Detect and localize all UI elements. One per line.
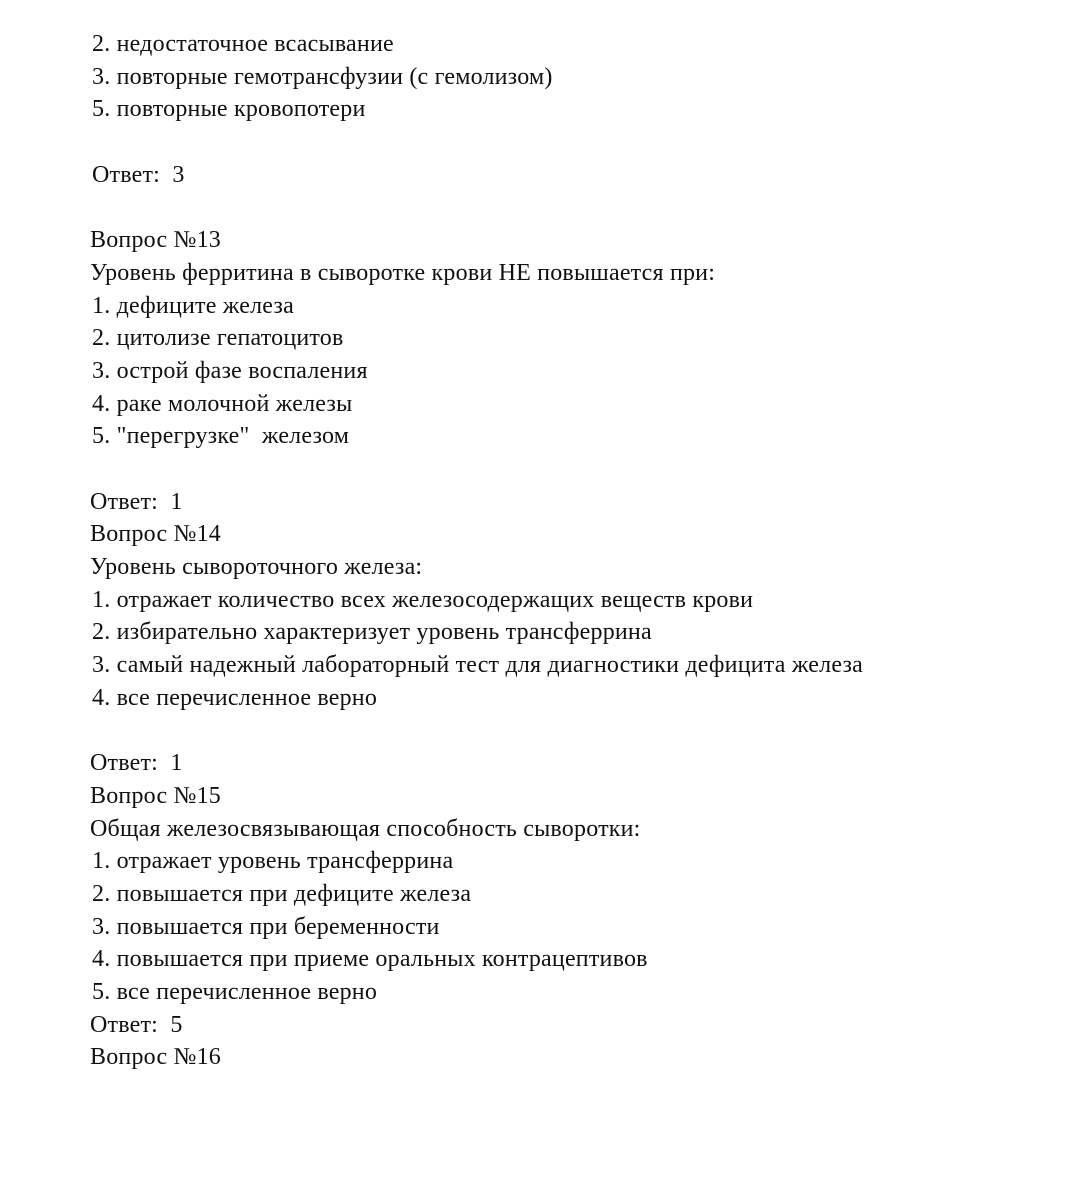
option-line: 2. повышается при дефиците железа [92, 880, 472, 907]
option-line: 5. повторные кровопотери [92, 96, 366, 123]
option-line: 2. недостаточное всасывание [92, 31, 394, 57]
answer-line: Ответ: 5 [90, 1011, 183, 1038]
question-title: Вопрос №13 [90, 227, 221, 254]
answer-line: Ответ: 1 [90, 750, 183, 777]
option-line: 1. отражает количество всех железосодержащих веществ крови [92, 586, 754, 613]
paragraph-gap [90, 453, 1050, 486]
option-line: 2. избирательно характеризует уровень трансферрина [92, 619, 652, 646]
option-line: 3. повторные гемотрансфузии (с гемолизом) [92, 63, 553, 90]
question-title: Вопрос №15 [90, 782, 221, 809]
option-line: 4. раке молочной железы [92, 390, 353, 417]
option-line: 1. дефиците железа [92, 292, 294, 319]
question-title: Вопрос №14 [90, 521, 221, 548]
paragraph-gap [90, 191, 1050, 224]
option-line: 4. повышается при приеме оральных контрацептивов [92, 946, 648, 973]
option-line: 5. "перегрузке" железом [92, 423, 350, 450]
question-text: Общая железосвязывающая способность сыворотки: [90, 815, 641, 842]
question-text: Уровень сывороточного железа: [90, 554, 423, 580]
paragraph-gap [90, 126, 1050, 159]
option-line: 1. отражает уровень трансферрина [92, 848, 454, 875]
option-line: 2. цитолизе гепатоцитов [92, 325, 344, 352]
paragraph-gap [90, 714, 1050, 747]
answer-line: Ответ: 1 [90, 488, 183, 515]
question-title: Вопрос №16 [90, 1044, 221, 1071]
option-line: 3. повышается при беременности [92, 913, 440, 940]
option-line: 3. острой фазе воспаления [92, 357, 368, 384]
option-line: 3. самый надежный лабораторный тест для диагностики дефицита железа [92, 652, 863, 679]
question-text: Уровень ферритина в сыворотке крови НЕ повышается при: [90, 259, 716, 286]
option-line: 4. все перечисленное верно [92, 684, 378, 711]
answer-line: Ответ: 3 [92, 161, 185, 188]
document-page [90, 28, 1050, 1074]
option-line: 5. все перечисленное верно [92, 978, 378, 1005]
